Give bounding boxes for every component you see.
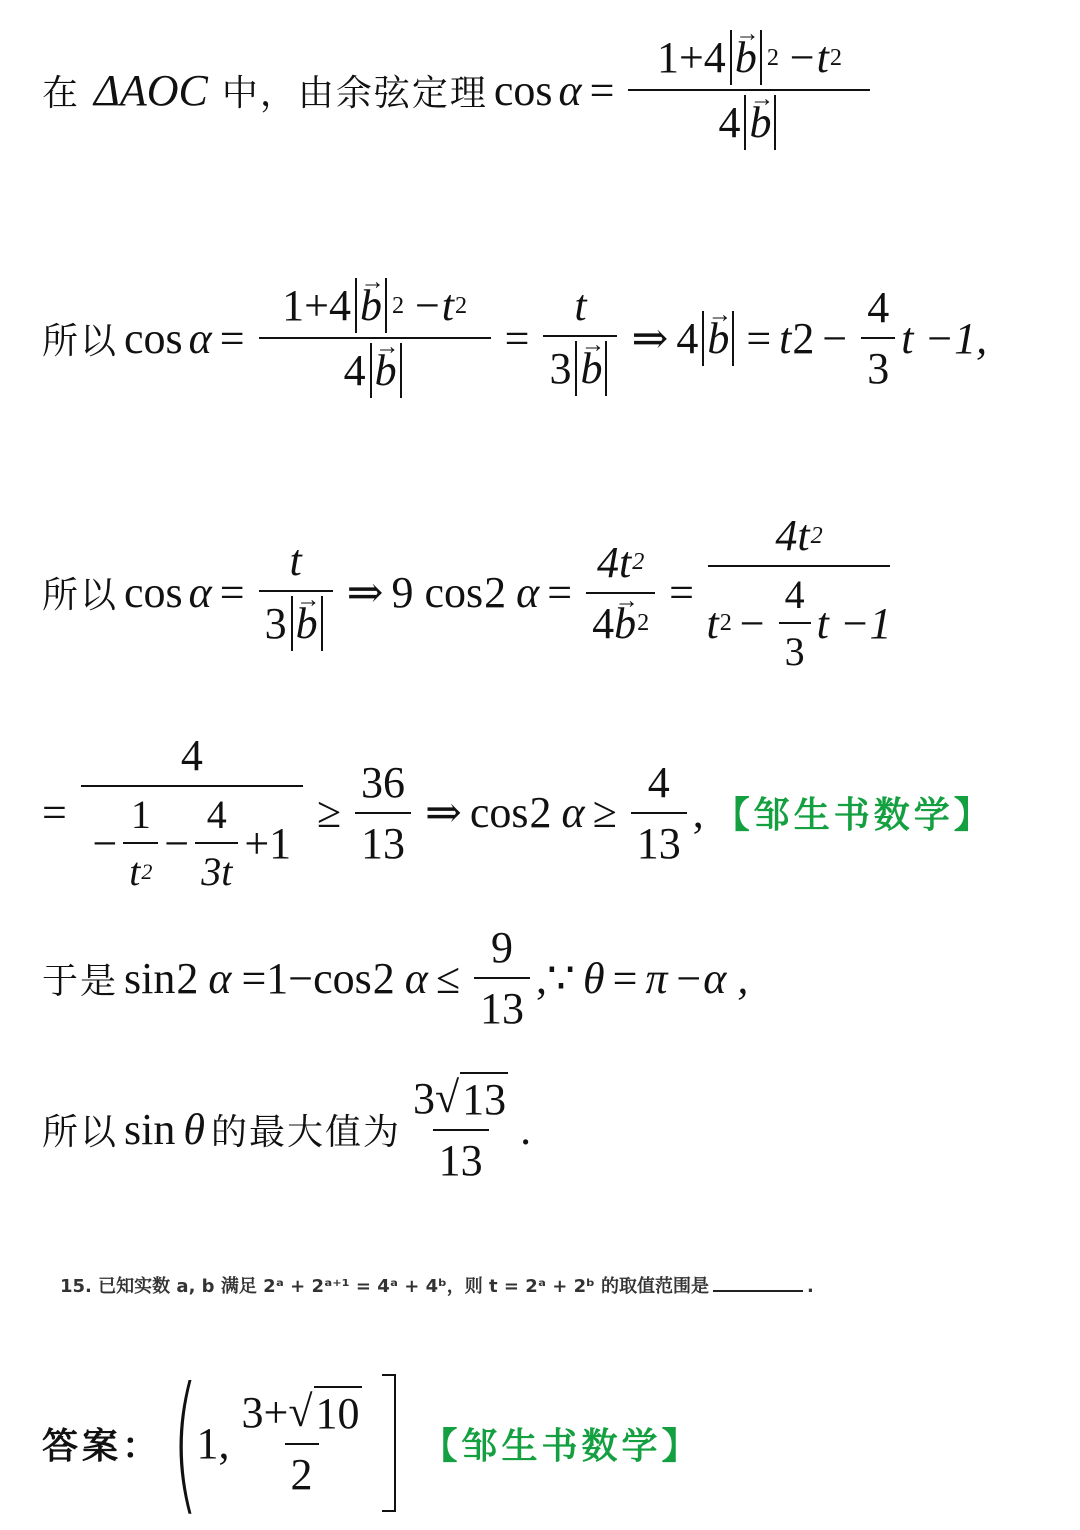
text: 在 [42, 72, 81, 114]
watermark-text: 【邹生书数学】 [713, 795, 994, 836]
fraction [81, 730, 303, 895]
numerator: 4 [784, 572, 805, 617]
sqrt [288, 1386, 361, 1439]
problem-15 [60, 1272, 814, 1298]
numerator: 4 [647, 757, 670, 807]
answer-blank [713, 1290, 803, 1292]
denominator: 3 [861, 337, 895, 394]
period: . [520, 1104, 532, 1154]
vector-b: → b [296, 596, 318, 651]
coef: 4 [676, 313, 699, 363]
numerator [407, 1072, 514, 1129]
watermark-text: 【邹生书数学】 [421, 1425, 702, 1467]
equals: = [219, 568, 245, 617]
tail: −α , [673, 953, 749, 1003]
den-a: 3 [549, 344, 572, 393]
den-a: 3 [264, 598, 287, 648]
denominator: 13 [433, 1129, 489, 1186]
nine-cos: 9 cos [391, 568, 484, 617]
equals: = [589, 65, 615, 115]
den-a: 4 [343, 346, 366, 395]
exp: 2 [810, 521, 823, 549]
denominator [628, 89, 870, 150]
implies: ⇒ [631, 313, 669, 363]
numerator: 4 [180, 731, 203, 780]
vector-b: → b [614, 598, 636, 649]
num-text: 4t [596, 537, 632, 587]
abs-b [370, 343, 402, 398]
answer-label: 答案： [42, 1425, 163, 1467]
denominator: 13 [631, 812, 687, 869]
fraction [631, 757, 687, 869]
equation-line-1 [42, 30, 876, 150]
exp: 2 [719, 609, 732, 636]
text: 中，由余弦定理 [221, 72, 488, 114]
right-bracket [382, 1374, 396, 1512]
fraction [407, 1072, 514, 1186]
minus: − [739, 598, 765, 648]
neg: − [92, 818, 118, 868]
radicand: 10 [314, 1386, 362, 1439]
equals: = [504, 313, 530, 363]
fraction [628, 30, 870, 150]
geq: ≥ [316, 788, 341, 837]
cos: cos [469, 788, 529, 837]
problem-end: . [807, 1276, 814, 1297]
fraction [474, 922, 530, 1034]
alpha: α [188, 313, 212, 363]
comma: , [692, 788, 704, 837]
fraction [236, 1386, 368, 1500]
exp: 2 [391, 291, 405, 319]
exp: 2 [529, 788, 552, 837]
radical-sign: √ [288, 1387, 313, 1436]
denominator: 3t [195, 842, 238, 895]
text: 所以 [42, 575, 119, 616]
fraction [259, 278, 491, 398]
numerator [769, 510, 828, 565]
pi: π [645, 953, 668, 1003]
num-b: −t [786, 33, 829, 82]
text: 的最大值为 [211, 1111, 402, 1153]
numerator: 4 [867, 283, 890, 332]
equation-line-4 [42, 730, 994, 895]
because: ,∵ [536, 953, 576, 1003]
cos: cos [493, 65, 553, 115]
vector-b: → b [375, 343, 397, 398]
fraction [259, 535, 333, 651]
exp: 2 [632, 548, 645, 575]
denominator: 2 [285, 1443, 319, 1500]
vector-b: → b [735, 30, 757, 85]
exp: 2 [792, 313, 815, 363]
alpha: α [516, 568, 540, 617]
numerator: 1 [130, 792, 151, 837]
denominator [259, 590, 333, 651]
cos: cos [124, 568, 183, 617]
geq: ≥ [592, 788, 617, 837]
sin: sin [124, 1104, 176, 1154]
numerator: 4 [206, 792, 227, 837]
exp: 2 [372, 953, 395, 1003]
numerator: 9 [491, 923, 514, 972]
text: 于是 [42, 960, 119, 1002]
equals: = [547, 568, 573, 617]
exp-two: 2 [141, 858, 153, 884]
numerator: t [574, 281, 587, 330]
numerator [276, 278, 473, 337]
num-b: −t [412, 281, 454, 330]
exp: 2 [484, 568, 507, 617]
denominator: 13 [474, 977, 530, 1034]
triangle-label: ΔAOC [94, 65, 208, 115]
plus-one: +1 [244, 818, 292, 868]
abs-b [744, 95, 776, 150]
numerator: t [289, 535, 302, 585]
vector-b: → b [360, 278, 382, 333]
inner-fraction [779, 571, 811, 675]
fraction [543, 280, 617, 396]
exp: 2 [176, 953, 199, 1003]
cos: cos [124, 313, 183, 363]
alpha: α [558, 65, 582, 115]
equation-line-6 [42, 1072, 531, 1186]
mid: =1−cos [241, 953, 372, 1003]
abs-b [355, 278, 387, 333]
den-a: 4 [718, 98, 741, 147]
num-text: 4t [775, 511, 810, 560]
den-tail: t −1 [816, 598, 892, 648]
theta: θ [183, 1104, 205, 1154]
alpha: α [561, 788, 585, 837]
vector-b: → b [749, 95, 771, 150]
equals: = [746, 313, 772, 363]
left-paren: ( [172, 1356, 199, 1530]
vector-b: → b [580, 341, 602, 396]
den-t: t [706, 598, 719, 648]
answer-line [42, 1356, 702, 1530]
alpha: α [404, 953, 428, 1003]
inner-fraction [123, 791, 158, 895]
denominator [81, 785, 303, 895]
num-a: 1+4 [282, 281, 351, 330]
equals: = [669, 568, 694, 617]
implies: ⇒ [346, 568, 384, 617]
text: 所以 [42, 1111, 119, 1153]
sin: sin [124, 953, 176, 1003]
tail: t −1, [901, 313, 988, 363]
problem-text: 15. 已知实数 a, b 满足 2ᵃ + 2ᵃ⁺¹ = 4ᵃ + 4ᵇ，则 t = 2ᵃ + 2ᵇ 的取值范围是 [60, 1276, 710, 1297]
denominator [259, 337, 491, 398]
leq: ≤ [435, 953, 461, 1003]
den-t: t [129, 849, 141, 894]
minus: − [164, 818, 190, 868]
abs-b [575, 341, 607, 396]
equation-line-3 [42, 510, 896, 675]
implies: ⇒ [424, 788, 462, 837]
fraction [586, 537, 655, 649]
alpha: α [208, 953, 232, 1003]
text: 所以 [42, 320, 119, 362]
minus: − [822, 313, 848, 363]
exp: 2 [637, 609, 650, 636]
denominator [543, 335, 617, 396]
radical-sign: √ [435, 1073, 460, 1122]
t: t [779, 313, 792, 363]
exp: 2 [829, 43, 842, 71]
radicand: 13 [460, 1072, 508, 1125]
den-a: 4 [592, 598, 615, 648]
fraction [355, 757, 411, 869]
numerator [591, 537, 650, 592]
numerator [236, 1386, 368, 1443]
exp: 2 [454, 291, 468, 319]
numerator: 36 [360, 757, 405, 807]
inner-fraction [195, 791, 238, 895]
theta: θ [583, 953, 605, 1003]
equals: = [219, 313, 245, 363]
sqrt [435, 1072, 508, 1125]
equation-line-5 [42, 922, 748, 1034]
abs-b [291, 596, 323, 651]
first-value: 1, [196, 1418, 230, 1468]
denominator: 3 [779, 622, 811, 675]
exp: 2 [766, 43, 779, 71]
abs-b [730, 30, 762, 85]
numerator [651, 30, 848, 89]
equals: = [612, 953, 638, 1003]
fraction [861, 282, 895, 394]
vector-b: → b [707, 311, 729, 366]
denominator [586, 592, 655, 649]
num-a: 1+4 [656, 33, 726, 82]
denominator [123, 842, 158, 895]
equals: = [42, 788, 67, 837]
num-a: 3+ [241, 1388, 289, 1437]
coef: 3 [413, 1074, 436, 1123]
alpha: α [188, 568, 212, 617]
denominator: 13 [355, 812, 411, 869]
equation-line-2 [42, 278, 987, 398]
abs-b [702, 311, 734, 366]
fraction [708, 510, 890, 675]
denominator [708, 565, 890, 675]
